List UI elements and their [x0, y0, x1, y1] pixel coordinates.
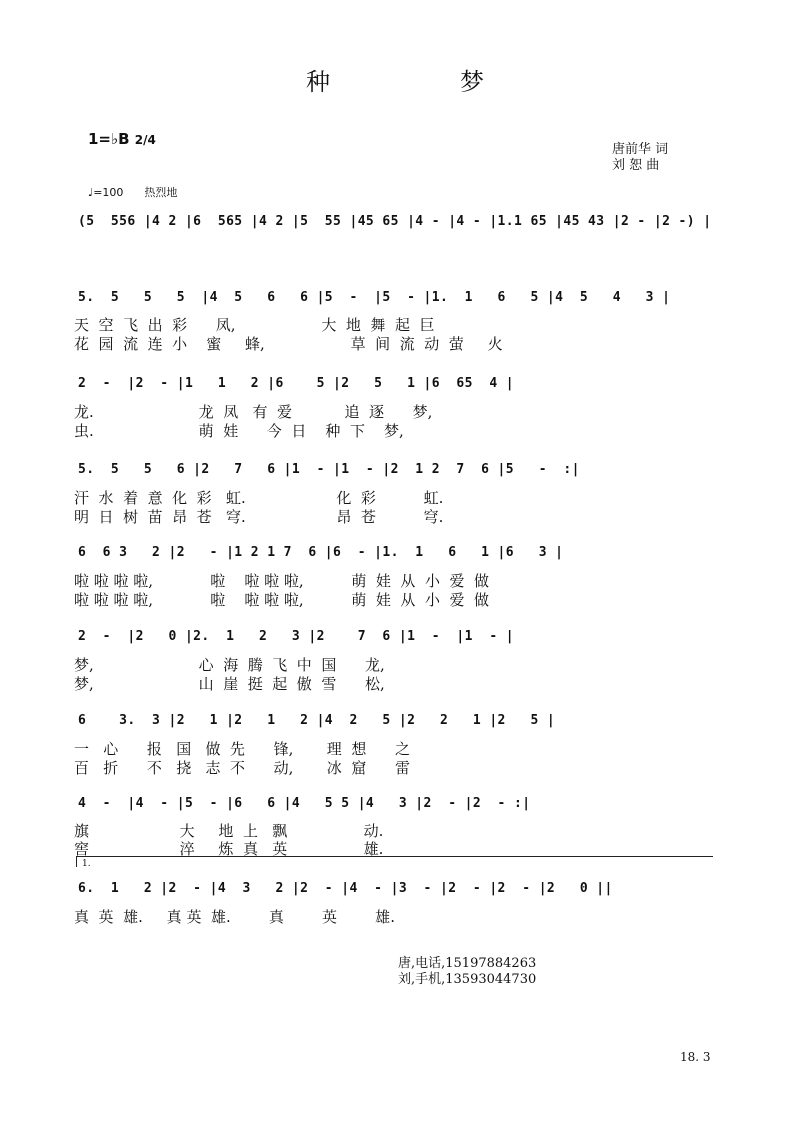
system-7-lyrics-1: 旗 大 地 上 飘 动.: [74, 822, 384, 840]
volta-bracket: [76, 856, 713, 867]
system-1-lyrics-1: 天 空 飞 出 彩 凤, 大 地 舞 起 巨: [74, 316, 435, 334]
system-2-notes: 2 - |2 - |1 1 2 |6 5 |2 5 1 |6 65 4 |: [78, 376, 515, 391]
contact-tang: 唐,电话,15197884263: [398, 956, 537, 971]
system-7-lyrics-2: 窖 淬 炼 真 英 雄.: [74, 840, 384, 858]
system-1-lyrics-2: 花 园 流 连 小 蜜 蜂, 草 间 流 动 萤 火: [74, 335, 503, 353]
system-7-notes: 4 - |4 - |5 - |6 6 |4 5 5 |4 3 |2 - |2 - :|: [78, 796, 531, 811]
time-signature: 2/4: [134, 133, 156, 147]
system-3-lyrics-1: 汗 水 着 意 化 彩 虹. 化 彩 虹.: [74, 489, 444, 507]
title-char-1: 种: [306, 68, 332, 96]
tempo-value: ♩=100: [88, 186, 124, 199]
lyricist-credit: 唐前华 词: [612, 142, 669, 157]
system-1-notes: 5. 5 5 5 |4 5 6 6 |5 - |5 - |1. 1 6 5 |4 5 4 3 |: [78, 290, 671, 305]
system-5-lyrics-2: 梦, 山 崖 挺 起 傲 雪 松,: [74, 675, 385, 693]
page-number: 18. 3: [680, 1050, 711, 1064]
system-4-lyrics-2: 啦 啦 啦 啦, 啦 啦 啦 啦, 萌 娃 从 小 爱 做: [74, 591, 490, 609]
title-char-2: 梦: [460, 68, 486, 96]
system-8-notes: 6. 1 2 |2 - |4 3 2 |2 - |4 - |3 - |2 - |2 - |2 0 ||: [78, 881, 613, 896]
system-8-lyrics-1: 真 英 雄. 真 英 雄. 真 英 雄.: [74, 908, 395, 926]
tempo-expression: 热烈地: [144, 186, 178, 199]
system-6-lyrics-1: 一 心 报 国 做 先 锋, 理 想 之: [74, 740, 410, 758]
system-5-lyrics-1: 梦, 心 海 腾 飞 中 国 龙,: [74, 656, 385, 674]
system-6-notes: 6 3. 3 |2 1 |2 1 2 |4 2 5 |2 2 1 |2 5 |: [78, 713, 556, 728]
tempo-marking: [88, 184, 177, 200]
system-6-lyrics-2: 百 折 不 挠 志 不 动, 冰 窟 雷: [74, 759, 410, 777]
volta-label: 1.: [82, 859, 91, 869]
contact-liu: 刘,手机,13593044730: [398, 972, 537, 987]
system-2-lyrics-2: 虫. 萌 娃 今 日 种 下 梦,: [74, 422, 404, 440]
system-3-notes: 5. 5 5 6 |2 7 6 |1 - |1 - |2 1 2 7 6 |5 - :|: [78, 462, 580, 477]
system-3-lyrics-2: 明 日 树 苗 昂 苍 穹. 昂 苍 穹.: [74, 508, 444, 526]
composer-credit: 刘 恕 曲: [612, 158, 660, 173]
system-5-notes: 2 - |2 0 |2. 1 2 3 |2 7 6 |1 - |1 - |: [78, 629, 515, 644]
system-2-lyrics-1: 龙. 龙 凤 有 爱 追 逐 梦,: [74, 403, 433, 421]
system-4-lyrics-1: 啦 啦 啦 啦, 啦 啦 啦 啦, 萌 娃 从 小 爱 做: [74, 572, 490, 590]
intro-line: (5 556 |4 2 |6 565 |4 2 |5 55 |45 65 |4 - |4 - |1.1 65 |45 43 |2 - |2 -) |: [78, 214, 712, 229]
key-signature: [88, 130, 156, 148]
system-4-notes: 6 6 3 2 |2 - |1 2 1 7 6 |6 - |1. 1 6 1 |6 3 |: [78, 545, 564, 560]
key-label: 1=♭B: [88, 130, 130, 148]
song-title: [0, 62, 792, 97]
